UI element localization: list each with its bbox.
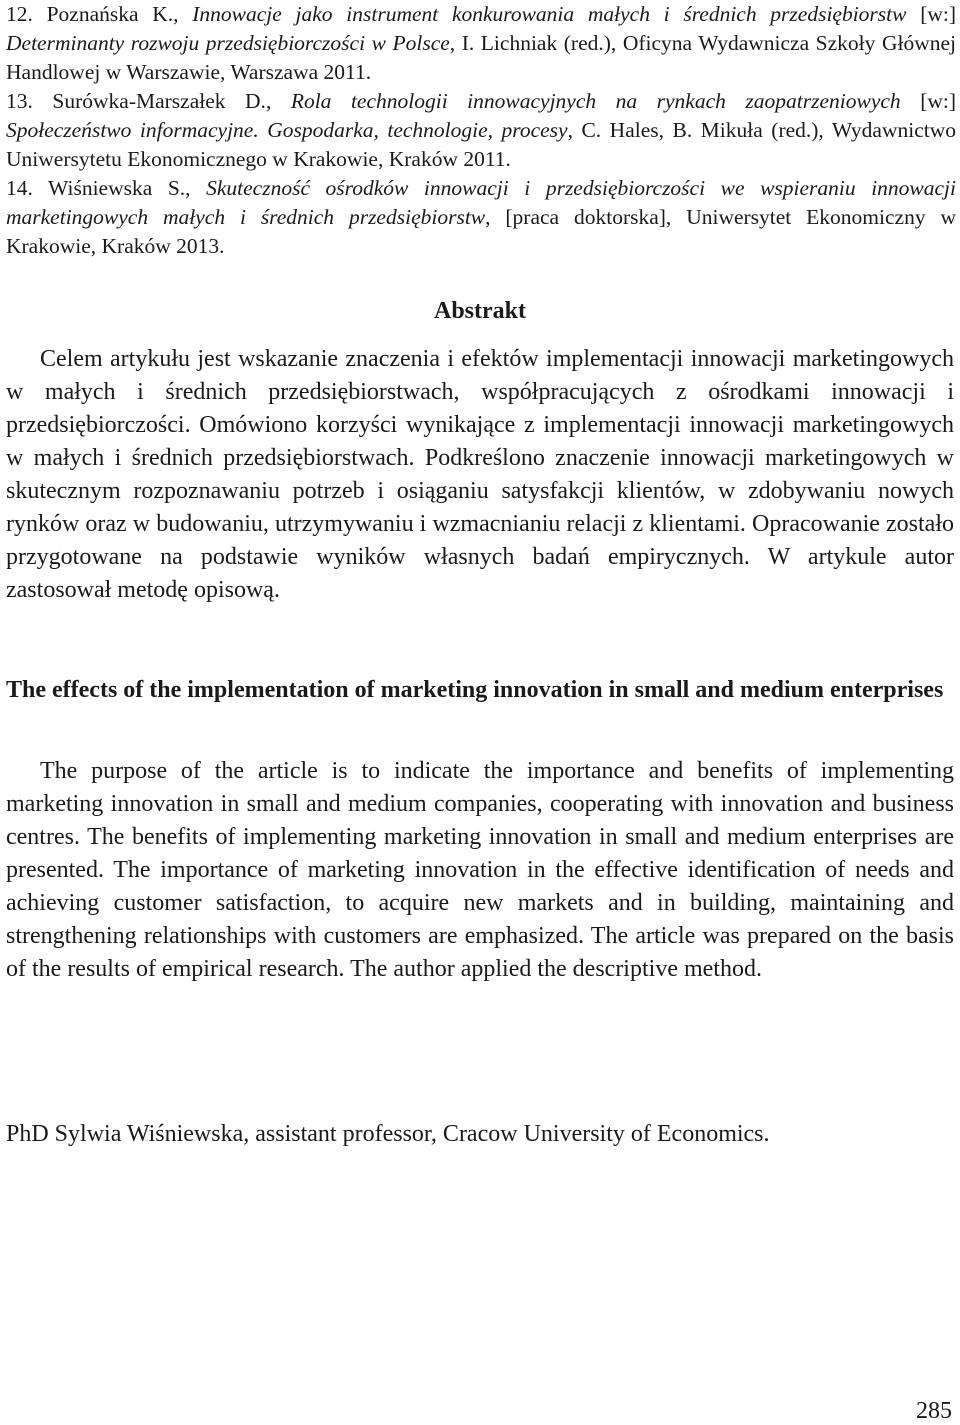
- page-number: 285: [916, 1398, 952, 1424]
- reference-author: Surówka-Marszałek D.: [52, 89, 266, 113]
- reference-details: , [praca doktorska], Uniwersytet Ekonomiczny w Krakowie, Kraków 2013.: [6, 205, 956, 258]
- reference-details: , C. Hales, B. Mikuła (red.), Wydawnictwo Uniwersytetu Ekonomicznego w Krakowie, Kraków 2011.: [6, 118, 956, 171]
- reference-title: Rola technologii innowacyjnych na rynkach zaopatrzeniowych: [290, 89, 901, 113]
- author-note: PhD Sylwia Wiśniewska, assistant professor, Cracow University of Economics.: [6, 1121, 770, 1147]
- reference-author: Poznańska K.: [46, 2, 174, 26]
- reference-number: 13.: [6, 89, 33, 113]
- reference-author: Wiśniewska S.: [48, 176, 186, 200]
- reference-item: 14. Wiśniewska S., Skuteczność ośrodków innowacji i przedsiębiorczości we wspieraniu innowacji marketingowych małych i średnich przedsiębiorstw, [praca doktorska], Uniwersytet Ekonomiczny w Krakowie, Kraków 2013.: [6, 176, 956, 258]
- reference-title: Innowacje jako instrument konkurowania małych i średnich przedsiębiorstw: [192, 2, 907, 26]
- abstract-pl-body: Celem artykułu jest wskazanie znaczenia i efektów implementacji innowacji marketingowych w małych i średnich przedsiębiorstwach, współpracujących z ośrodkami innowacji i przedsiębiorczości. Omówiono korzyści wynikające z implementacji innowacji marketingowych w małych i średnich przedsiębiorstwach. Podkreślono znaczenie innowacji marketingowych w skutecznym rozpoznawaniu potrzeb i osiąganiu satysfakcji klientów, w zdobywaniu nowych rynków oraz w budowaniu, utrzymywaniu i wzmacnianiu relacji z klientami. Opracowanie zostało przygotowane na podstawie wyników własnych badań empirycznych. W artykule autor zastosował metodę opisową.: [6, 346, 954, 603]
- reference-number: 14.: [6, 176, 33, 200]
- reference-number: 12.: [6, 2, 33, 26]
- abstract-en-heading: The effects of the implementation of marketing innovation in small and medium enterprises: [6, 677, 944, 703]
- reference-in-label: [w:]: [920, 89, 957, 113]
- reference-title: Skuteczność ośrodków innowacji i przedsiębiorczości we wspieraniu innowacji marketingowych małych i średnich przedsiębiorstw: [6, 176, 956, 229]
- reference-in-label: [w:]: [920, 2, 957, 26]
- reference-item: 12. Poznańska K., Innowacje jako instrument konkurowania małych i średnich przedsiębiorstw [w:] Determinanty rozwoju przedsiębiorczości w Polsce, I. Lichniak (red.), Oficyna Wydawnicza Szkoły Głównej Handlowej w Warszawie, Warszawa 2011.: [6, 2, 957, 84]
- reference-list: [6, 0, 956, 261]
- abstract-pl-heading: Abstrakt: [433, 298, 526, 324]
- reference-details: , I. Lichniak (red.), Oficyna Wydawnicza Szkoły Głównej Handlowej w Warszawie, Warszawa 2011.: [6, 31, 956, 84]
- reference-source: Społeczeństwo informacyjne. Gospodarka, technologie, procesy: [6, 118, 568, 142]
- abstract-en-body: The purpose of the article is to indicate the importance and benefits of implementing marketing innovation in small and medium companies, cooperating with innovation and business centres. The benefits of implementing marketing innovation in small and medium enterprises are presented. The importance of marketing innovation in the effective identification of needs and achieving customer satisfaction, to acquire new markets and in building, maintaining and strengthening relationships with customers are emphasized. The article was prepared on the basis of the results of empirical research. The author applied the descriptive method.: [6, 758, 954, 982]
- reference-source: Determinanty rozwoju przedsiębiorczości w Polsce: [6, 31, 450, 55]
- reference-item: 13. Surówka-Marszałek D., Rola technologii innowacyjnych na rynkach zaopatrzeniowych [w:] Społeczeństwo informacyjne. Gospodarka, technologie, procesy, C. Hales, B. Mikuła (red.), Wydawnictwo Uniwersytetu Ekonomicznego w Krakowie, Kraków 2011.: [6, 89, 957, 171]
